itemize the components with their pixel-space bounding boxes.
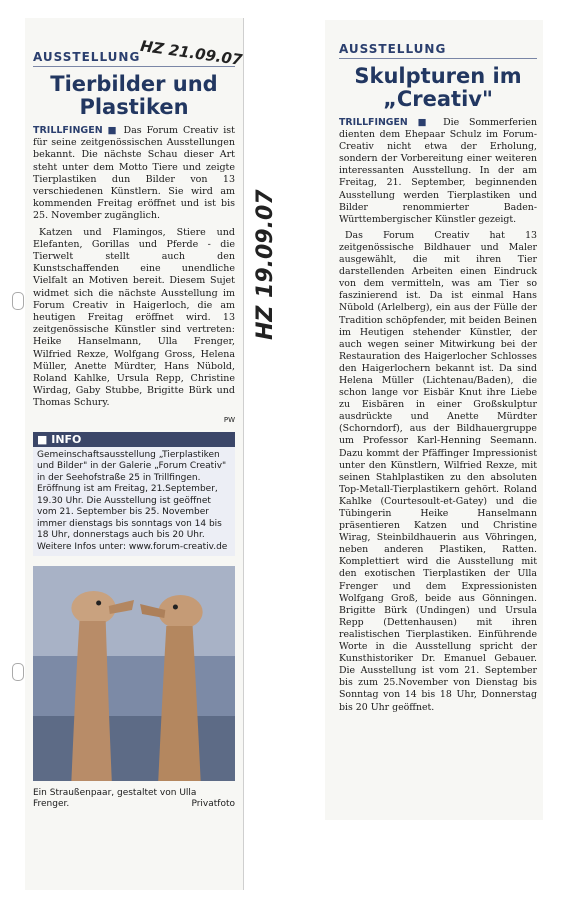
right-article: [325, 20, 543, 820]
photo-credit: Privatfoto: [191, 799, 235, 810]
ostrich-photo: [33, 566, 235, 781]
info-label: ■ INFO: [33, 432, 235, 447]
left-headline: Tierbilder und Plastiken: [50, 72, 218, 119]
caption-text: Ein Straußenpaar, gestaltet von Ulla Frenger.: [33, 788, 197, 810]
left-author: PW: [223, 415, 235, 424]
left-paragraph-1: TRILLFINGEN ■ Das Forum Creativ ist für seine zeitgenössischen Ausstellungen bekannt. Die nächste Schau dieser Art steht unter dem Motto Tiere und zeigte Tierplastiken dun Bilder von 13 verschiedenen Künstlern. Sie wird am kommenden Freitag eröffnet und ist bis 25. November zugänglich.: [33, 125, 235, 222]
right-section-header: AUSSTELLUNG: [339, 42, 537, 59]
photo-caption: [33, 788, 235, 810]
punch-hole: [12, 663, 24, 681]
right-paragraph-2: Das Forum Creativ hat 13 zeitgenössische Bildhauer und Maler ausgewählt, die mit ihren Tier darstellenden Arbeiten einen Eindruck von dem vermitteln, was am Tier so faszinierend ist. Da ist einmal Hans Nübold (Arlelberg), ein aus der Fülle der Tradition schöpfender, mit beiden Beinen im Heutigen stehender Künstler, der auch wegen seiner Mitwirkung bei der Restauration des Haigerlocher Schlosses den Haigerlochern bekannt ist. Da sind Helena Müller (Lichtenau/Baden), die schon lange vor Eisbär Knut ihre Liebe zu Eisbären in einer Großskulptur ausdrückte und Anette Mürdter (Schorndorf), aus der Bildhauergruppe um Professor Karl-Henning Seemann. Dazu kommt der Pfäffinger Impressionist unter den Künstlern, Wilfried Rexze, mit seinen Stahlplastiken zu den absoluten Top-Metall-Tierplastikern gehört. Roland Kahlke (Courtesoult-et-Gatey) und die Tübingerin Heike Hanselmann präsentieren Katzen und Christine Wirag, Steinbildhauerin aus Vöhringen, neben anderen Plastiken, Ratten. Komplettiert wird die Ausstellung mit den exotischen Tierplastiken der Ulla Frenger und dem Expressionisten Wolfgang Groß, beide aus Gönningen. Brigitte Bürk (Undingen) und Ursula Repp (Dettenhausen) mit ihren realistischen Tierplastiken. Einführende Worte in die Ausstellung spricht der Kunsthistoriker Dr. Emanuel Gebauer. Die Ausstellung ist vom 21. September bis zum 25.November von Dienstag bis Sonntag von 14 bis 18 Uhr, Donnerstag bis 20 Uhr geöffnet.: [339, 229, 537, 713]
left-section-header: AUSSTELLUNG: [33, 50, 235, 67]
right-paragraph-1: TRILLFINGEN ■ Die Sommerferien dienten dem Ehepaar Schulz im Forum-Creativ nicht etwa der Erholung, sondern der Vorbereitung einer weiteren interessanten Ausstellung. In der am Freitag, 21. September, beginnenden Ausstellung werden Tierplastiken und Bilder renommierter Baden-Württembergischer Künstler gezeigt.: [339, 117, 537, 225]
right-body: [339, 117, 537, 714]
left-paragraph-2: Katzen und Flamingos, Stiere und Elefanten, Gorillas und Pferde - die Tierwelt stellt auch den Kunstschaffenden eine unendliche Vielfalt an Motiven bereit. Diesem Sujet widmet sich die nächste Ausstellung im Forum Creativ in Haigerloch, die am heutigen Freitag eröffnet wird. 13 zeitgenössische Künstler sind vertreten: Heike Hanselmann, Ulla Frenger, Wilfried Rexze, Wolfgang Gross, Helena Müller, Anette Mürdter, Hans Nübold, Roland Kahlke, Ursula Repp, Christine Wirdag, Gaby Stubbe, Brigitte Bürk und Thomas Schury.: [33, 226, 235, 409]
punch-hole: [12, 292, 24, 310]
info-text: Gemeinschaftsausstellung „Tierplastiken und Bilder" in der Galerie „Forum Creativ" in der Seehofstraße 25 in Trillfingen. Eröffnung ist am Freitag, 21.September, 19.30 Uhr. Die Ausstellung ist geöffnet vom 21. September bis 25. November immer dienstags bis sonntags von 14 bis 18 Uhr, donnerstags auch bis 20 Uhr. Weitere Infos unter: www.forum-creativ.de: [33, 447, 235, 557]
info-box: [33, 432, 235, 557]
left-body: [33, 125, 235, 426]
left-article: [25, 18, 244, 890]
left-dateline: TRILLFINGEN: [33, 125, 103, 136]
right-dateline: TRILLFINGEN: [339, 117, 408, 128]
handwritten-date-side: HZ 19.09.07: [253, 189, 278, 340]
handwritten-date-top: HZ 21.09.07: [139, 36, 244, 70]
right-headline: Skulpturen im „Creativ": [354, 64, 522, 111]
